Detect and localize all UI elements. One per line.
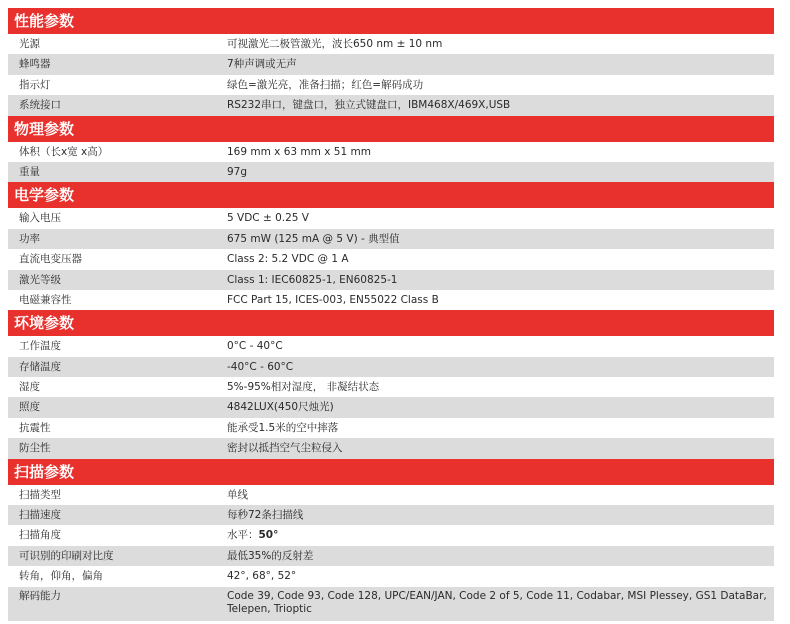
spec-label: 蜂鸣器 (19, 58, 51, 71)
spec-value: 5%-95%相对湿度， 非凝结状态 (227, 381, 380, 394)
spec-value: 每秒72条扫描线 (227, 509, 304, 522)
spec-label: 电磁兼容性 (19, 293, 72, 306)
spec-label: 扫描速度 (19, 509, 61, 522)
spec-value: -40°C - 60°C (227, 360, 294, 373)
spec-label: 照度 (19, 401, 40, 414)
spec-label: 激光等级 (19, 273, 61, 286)
spec-label: 扫描角度 (19, 529, 61, 542)
spec-row (8, 397, 774, 417)
spec-label: 湿度 (19, 381, 40, 394)
spec-label: 扫描类型 (19, 488, 61, 501)
spec-label: 防尘性 (19, 442, 51, 455)
spec-value-emphasis: 50° (258, 529, 279, 542)
spec-section (8, 182, 774, 310)
spec-row (8, 95, 774, 115)
spec-label: 转角，仰角，偏角 (19, 570, 103, 583)
spec-value: 675 mW (125 mA @ 5 V) - 典型值 (227, 232, 400, 245)
spec-label: 可识别的印刷对比度 (19, 549, 114, 562)
spec-value: 密封以抵挡空气尘粒侵入 (227, 442, 343, 455)
spec-value: RS232串口，键盘口，独立式键盘口，IBM468X/469X,USB (227, 99, 511, 112)
spec-value: 5 VDC ± 0.25 V (227, 212, 309, 225)
spec-value: 最低35%的反射差 (227, 549, 314, 562)
spec-value: 绿色=激光亮，准备扫描；红色=解码成功 (227, 78, 424, 91)
spec-value: 97g (227, 165, 248, 178)
section-header: 扫描参数 (8, 459, 774, 485)
spec-row (8, 357, 774, 377)
spec-row (8, 162, 774, 182)
spec-value (227, 525, 774, 545)
spec-value: Class 2: 5.2 VDC @ 1 A (227, 253, 349, 266)
spec-label: 工作温度 (19, 340, 61, 353)
spec-value: FCC Part 15, ICES-003, EN55022 Class B (227, 293, 439, 306)
spec-row (8, 142, 774, 162)
spec-row (8, 34, 774, 54)
spec-row (8, 377, 774, 397)
spec-row (8, 208, 774, 228)
section-header: 物理参数 (8, 116, 774, 142)
spec-row (8, 485, 774, 505)
spec-section (8, 310, 774, 458)
spec-row (8, 290, 774, 310)
spec-value: 42°, 68°, 52° (227, 570, 297, 583)
spec-row (8, 336, 774, 356)
section-header: 电学参数 (8, 182, 774, 208)
spec-row (8, 566, 774, 586)
spec-label: 抗震性 (19, 421, 51, 434)
spec-row (8, 587, 774, 621)
spec-row (8, 546, 774, 566)
spec-section (8, 8, 774, 116)
spec-row (8, 505, 774, 525)
spec-row (8, 249, 774, 269)
spec-row (8, 229, 774, 249)
spec-label: 解码能力 (19, 589, 61, 602)
spec-label: 功率 (19, 232, 40, 245)
spec-label: 光源 (19, 38, 40, 50)
spec-label: 指示灯 (19, 78, 51, 91)
spec-table (8, 8, 774, 621)
spec-value: Code 39, Code 93, Code 128, UPC/EAN/JAN, Code 2 of 5, Code 11, Codabar, MSI Plessey, GS1 DataBar, Telepen, Trioptic (227, 589, 767, 615)
spec-label: 存储温度 (19, 360, 61, 373)
section-header: 性能参数 (8, 8, 774, 34)
spec-section (8, 116, 774, 183)
spec-label: 体积（长x宽 x高） (19, 145, 109, 158)
spec-value: 可视激光二极管激光，波长650 nm ± 10 nm (227, 38, 443, 50)
spec-section (8, 459, 774, 621)
spec-value: 0°C - 40°C (227, 340, 283, 353)
spec-value: 169 mm x 63 mm x 51 mm (227, 145, 371, 158)
spec-label: 系统接口 (19, 99, 61, 112)
spec-value: 4842LUX(450尺烛光) (227, 401, 334, 414)
spec-row (8, 438, 774, 458)
section-header: 环境参数 (8, 310, 774, 336)
spec-row (8, 54, 774, 74)
spec-label: 直流电变压器 (19, 253, 82, 266)
spec-label: 重量 (19, 165, 40, 178)
spec-value: Class 1: IEC60825-1, EN60825-1 (227, 273, 398, 286)
spec-value-prefix: 水平： (227, 529, 259, 542)
spec-row (8, 525, 774, 545)
spec-row (8, 75, 774, 95)
spec-value: 单线 (227, 488, 248, 501)
spec-value: 能承受1.5米的空中摔落 (227, 421, 339, 434)
spec-row (8, 418, 774, 438)
spec-label: 输入电压 (19, 212, 61, 225)
spec-row (8, 270, 774, 290)
spec-value: 7种声调或无声 (227, 58, 297, 71)
